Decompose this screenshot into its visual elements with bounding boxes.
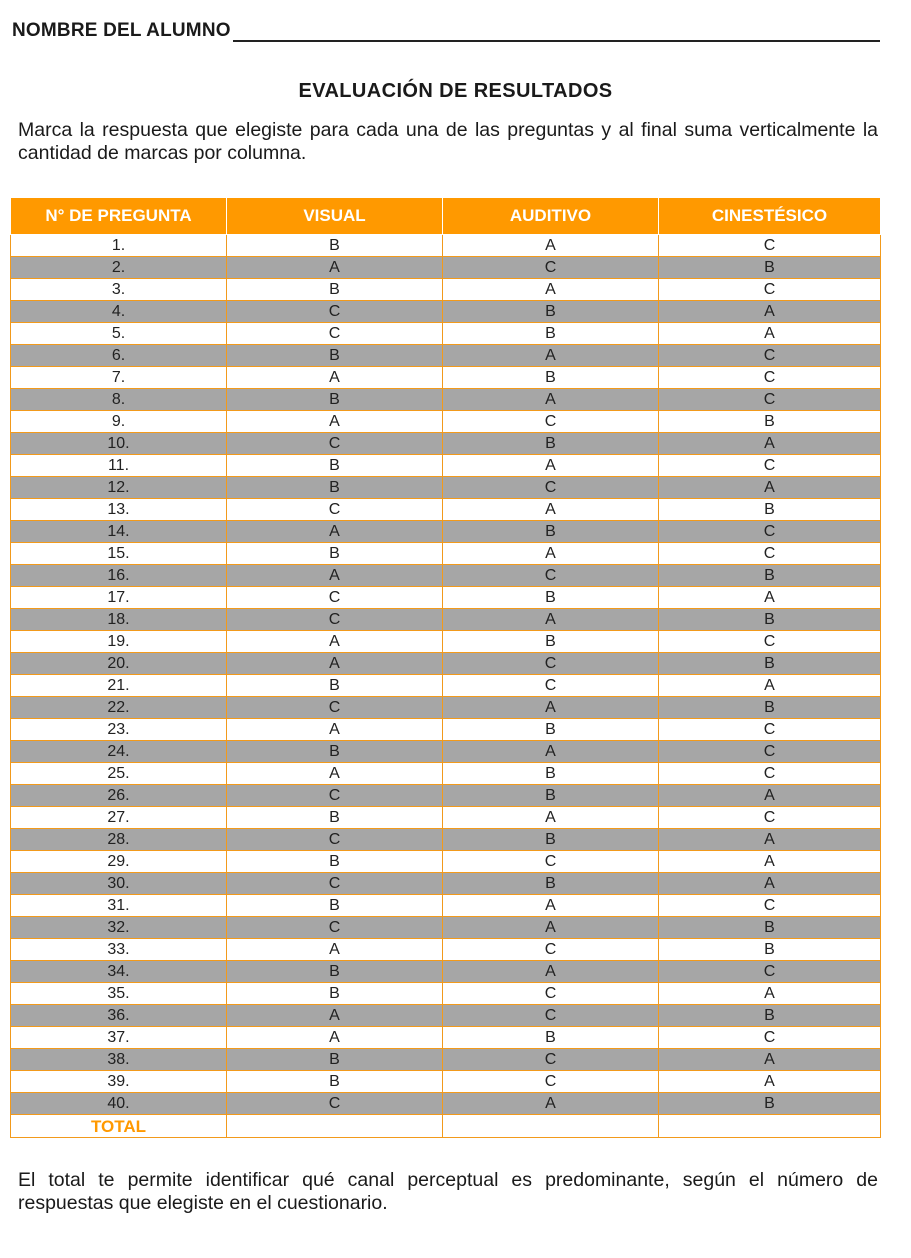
visual-cell[interactable]: B bbox=[227, 983, 443, 1005]
visual-cell[interactable]: A bbox=[227, 521, 443, 543]
cinestesico-cell[interactable]: B bbox=[659, 697, 881, 719]
instructions-text: Marca la respuesta que elegiste para cada una de las preguntas y al final suma verticalmente la cantidad de marcas por columna. bbox=[18, 119, 878, 164]
question-number-cell: 16. bbox=[11, 565, 227, 587]
table-row bbox=[11, 257, 881, 279]
question-number-cell: 10. bbox=[11, 433, 227, 455]
auditivo-cell[interactable]: A bbox=[443, 917, 659, 939]
cinestesico-cell[interactable]: B bbox=[659, 917, 881, 939]
table-row bbox=[11, 785, 881, 807]
question-number-cell: 7. bbox=[11, 367, 227, 389]
header-visual: VISUAL bbox=[227, 198, 443, 235]
cinestesico-cell[interactable]: B bbox=[659, 939, 881, 961]
cinestesico-cell[interactable]: C bbox=[659, 719, 881, 741]
table-row bbox=[11, 411, 881, 433]
auditivo-cell[interactable]: B bbox=[443, 323, 659, 345]
table-row bbox=[11, 477, 881, 499]
visual-cell[interactable]: B bbox=[227, 235, 443, 257]
question-number-cell: 4. bbox=[11, 301, 227, 323]
question-number-cell: 11. bbox=[11, 455, 227, 477]
visual-cell[interactable]: A bbox=[227, 257, 443, 279]
question-number-cell: 19. bbox=[11, 631, 227, 653]
question-number-cell: 8. bbox=[11, 389, 227, 411]
cinestesico-cell[interactable]: C bbox=[659, 631, 881, 653]
cinestesico-cell[interactable]: C bbox=[659, 345, 881, 367]
visual-cell[interactable]: C bbox=[227, 323, 443, 345]
header-auditivo: AUDITIVO bbox=[443, 198, 659, 235]
visual-cell[interactable]: C bbox=[227, 587, 443, 609]
question-number-cell: 29. bbox=[11, 851, 227, 873]
table-header-row bbox=[11, 198, 881, 235]
question-number-cell: 20. bbox=[11, 653, 227, 675]
visual-cell[interactable]: A bbox=[227, 763, 443, 785]
auditivo-cell[interactable]: B bbox=[443, 521, 659, 543]
visual-cell[interactable]: B bbox=[227, 279, 443, 301]
question-number-cell: 40. bbox=[11, 1093, 227, 1115]
cinestesico-cell[interactable]: A bbox=[659, 1071, 881, 1093]
table-row bbox=[11, 279, 881, 301]
question-number-cell: 2. bbox=[11, 257, 227, 279]
auditivo-cell[interactable]: C bbox=[443, 411, 659, 433]
auditivo-cell[interactable]: A bbox=[443, 807, 659, 829]
auditivo-cell[interactable]: C bbox=[443, 851, 659, 873]
cinestesico-cell[interactable]: C bbox=[659, 763, 881, 785]
auditivo-cell[interactable]: A bbox=[443, 235, 659, 257]
table-row bbox=[11, 741, 881, 763]
table-row bbox=[11, 1005, 881, 1027]
table-row bbox=[11, 543, 881, 565]
cinestesico-cell[interactable]: A bbox=[659, 829, 881, 851]
cinestesico-cell[interactable]: C bbox=[659, 1027, 881, 1049]
question-number-cell: 5. bbox=[11, 323, 227, 345]
auditivo-cell[interactable]: A bbox=[443, 697, 659, 719]
cinestesico-cell[interactable]: C bbox=[659, 521, 881, 543]
total-row bbox=[11, 1115, 881, 1138]
question-number-cell: 34. bbox=[11, 961, 227, 983]
cinestesico-cell[interactable]: A bbox=[659, 433, 881, 455]
table-row bbox=[11, 587, 881, 609]
question-number-cell: 23. bbox=[11, 719, 227, 741]
table-row bbox=[11, 763, 881, 785]
visual-cell[interactable]: B bbox=[227, 543, 443, 565]
visual-cell[interactable]: B bbox=[227, 455, 443, 477]
cinestesico-cell[interactable]: B bbox=[659, 1093, 881, 1115]
question-number-cell: 25. bbox=[11, 763, 227, 785]
cinestesico-cell[interactable]: A bbox=[659, 1049, 881, 1071]
cinestesico-cell[interactable]: C bbox=[659, 807, 881, 829]
auditivo-cell[interactable]: C bbox=[443, 1005, 659, 1027]
visual-cell[interactable]: B bbox=[227, 807, 443, 829]
question-number-cell: 13. bbox=[11, 499, 227, 521]
question-number-cell: 14. bbox=[11, 521, 227, 543]
cinestesico-cell[interactable]: A bbox=[659, 301, 881, 323]
table-row bbox=[11, 807, 881, 829]
cinestesico-cell[interactable]: B bbox=[659, 609, 881, 631]
cinestesico-cell[interactable]: A bbox=[659, 983, 881, 1005]
visual-cell[interactable]: B bbox=[227, 1071, 443, 1093]
student-name-field[interactable] bbox=[233, 24, 880, 42]
question-number-cell: 18. bbox=[11, 609, 227, 631]
visual-cell[interactable]: B bbox=[227, 961, 443, 983]
question-number-cell: 17. bbox=[11, 587, 227, 609]
auditivo-cell[interactable]: B bbox=[443, 785, 659, 807]
question-number-cell: 9. bbox=[11, 411, 227, 433]
auditivo-cell[interactable]: B bbox=[443, 433, 659, 455]
cinestesico-cell[interactable]: B bbox=[659, 1005, 881, 1027]
question-number-cell: 12. bbox=[11, 477, 227, 499]
auditivo-cell[interactable]: C bbox=[443, 1049, 659, 1071]
question-number-cell: 36. bbox=[11, 1005, 227, 1027]
total-auditivo-cell[interactable] bbox=[443, 1115, 659, 1138]
table-row bbox=[11, 389, 881, 411]
cinestesico-cell[interactable]: A bbox=[659, 873, 881, 895]
auditivo-cell[interactable]: A bbox=[443, 1093, 659, 1115]
table-row bbox=[11, 983, 881, 1005]
visual-cell[interactable]: B bbox=[227, 895, 443, 917]
table-row bbox=[11, 345, 881, 367]
visual-cell[interactable]: C bbox=[227, 609, 443, 631]
header-cinestesico: CINESTÉSICO bbox=[659, 198, 881, 235]
cinestesico-cell[interactable]: B bbox=[659, 499, 881, 521]
table-row bbox=[11, 917, 881, 939]
header-question-number: N° DE PREGUNTA bbox=[11, 198, 227, 235]
auditivo-cell[interactable]: A bbox=[443, 741, 659, 763]
cinestesico-cell[interactable]: A bbox=[659, 323, 881, 345]
cinestesico-cell[interactable]: A bbox=[659, 785, 881, 807]
cinestesico-cell[interactable]: C bbox=[659, 543, 881, 565]
table-row bbox=[11, 939, 881, 961]
question-number-cell: 33. bbox=[11, 939, 227, 961]
table-row bbox=[11, 455, 881, 477]
auditivo-cell[interactable]: A bbox=[443, 279, 659, 301]
total-label: TOTAL bbox=[11, 1115, 227, 1138]
question-number-cell: 30. bbox=[11, 873, 227, 895]
cinestesico-cell[interactable]: C bbox=[659, 389, 881, 411]
question-number-cell: 38. bbox=[11, 1049, 227, 1071]
question-number-cell: 6. bbox=[11, 345, 227, 367]
table-row bbox=[11, 609, 881, 631]
total-visual-cell[interactable] bbox=[227, 1115, 443, 1138]
cinestesico-cell[interactable]: A bbox=[659, 477, 881, 499]
question-number-cell: 39. bbox=[11, 1071, 227, 1093]
auditivo-cell[interactable]: B bbox=[443, 763, 659, 785]
question-number-cell: 24. bbox=[11, 741, 227, 763]
question-number-cell: 3. bbox=[11, 279, 227, 301]
auditivo-cell[interactable]: C bbox=[443, 653, 659, 675]
auditivo-cell[interactable]: C bbox=[443, 983, 659, 1005]
question-number-cell: 26. bbox=[11, 785, 227, 807]
table-row bbox=[11, 631, 881, 653]
visual-cell[interactable]: B bbox=[227, 741, 443, 763]
visual-cell[interactable]: A bbox=[227, 719, 443, 741]
visual-cell[interactable]: A bbox=[227, 1027, 443, 1049]
cinestesico-cell[interactable]: C bbox=[659, 741, 881, 763]
visual-cell[interactable]: C bbox=[227, 301, 443, 323]
question-number-cell: 15. bbox=[11, 543, 227, 565]
table-row bbox=[11, 1049, 881, 1071]
question-number-cell: 21. bbox=[11, 675, 227, 697]
cinestesico-cell[interactable]: C bbox=[659, 455, 881, 477]
table-row bbox=[11, 829, 881, 851]
visual-cell[interactable]: B bbox=[227, 851, 443, 873]
visual-cell[interactable]: B bbox=[227, 345, 443, 367]
cinestesico-cell[interactable]: A bbox=[659, 675, 881, 697]
auditivo-cell[interactable]: A bbox=[443, 499, 659, 521]
visual-cell[interactable]: A bbox=[227, 367, 443, 389]
auditivo-cell[interactable]: B bbox=[443, 1027, 659, 1049]
auditivo-cell[interactable]: A bbox=[443, 543, 659, 565]
question-number-cell: 32. bbox=[11, 917, 227, 939]
visual-cell[interactable]: C bbox=[227, 873, 443, 895]
question-number-cell: 35. bbox=[11, 983, 227, 1005]
auditivo-cell[interactable]: A bbox=[443, 609, 659, 631]
table-row bbox=[11, 499, 881, 521]
table-row bbox=[11, 895, 881, 917]
visual-cell[interactable]: B bbox=[227, 389, 443, 411]
visual-cell[interactable]: A bbox=[227, 653, 443, 675]
table-row bbox=[11, 235, 881, 257]
question-number-cell: 37. bbox=[11, 1027, 227, 1049]
visual-cell[interactable]: A bbox=[227, 411, 443, 433]
auditivo-cell[interactable]: B bbox=[443, 873, 659, 895]
table-row bbox=[11, 521, 881, 543]
auditivo-cell[interactable]: B bbox=[443, 719, 659, 741]
auditivo-cell[interactable]: C bbox=[443, 477, 659, 499]
auditivo-cell[interactable]: C bbox=[443, 939, 659, 961]
cinestesico-cell[interactable]: B bbox=[659, 653, 881, 675]
student-name-line bbox=[12, 20, 880, 42]
visual-cell[interactable]: B bbox=[227, 477, 443, 499]
cinestesico-cell[interactable]: C bbox=[659, 961, 881, 983]
question-number-cell: 31. bbox=[11, 895, 227, 917]
results-table bbox=[10, 197, 881, 1138]
footer-text: El total te permite identificar qué canal perceptual es predominante, según el número de respuestas que elegiste en el cuestionario. bbox=[18, 1169, 878, 1214]
page-title: EVALUACIÓN DE RESULTADOS bbox=[298, 80, 613, 102]
visual-cell[interactable]: B bbox=[227, 675, 443, 697]
auditivo-cell[interactable]: B bbox=[443, 301, 659, 323]
visual-cell[interactable]: C bbox=[227, 499, 443, 521]
visual-cell[interactable]: C bbox=[227, 785, 443, 807]
auditivo-cell[interactable]: B bbox=[443, 829, 659, 851]
table-row bbox=[11, 675, 881, 697]
table-row bbox=[11, 323, 881, 345]
auditivo-cell[interactable]: A bbox=[443, 455, 659, 477]
visual-cell[interactable]: C bbox=[227, 433, 443, 455]
cinestesico-cell[interactable]: C bbox=[659, 895, 881, 917]
table-row bbox=[11, 565, 881, 587]
visual-cell[interactable]: A bbox=[227, 631, 443, 653]
visual-cell[interactable]: A bbox=[227, 565, 443, 587]
question-number-cell: 1. bbox=[11, 235, 227, 257]
cinestesico-cell[interactable]: B bbox=[659, 257, 881, 279]
table-row bbox=[11, 653, 881, 675]
auditivo-cell[interactable]: A bbox=[443, 961, 659, 983]
table-row bbox=[11, 301, 881, 323]
auditivo-cell[interactable]: A bbox=[443, 895, 659, 917]
table-row bbox=[11, 1093, 881, 1115]
auditivo-cell[interactable]: C bbox=[443, 1071, 659, 1093]
question-number-cell: 28. bbox=[11, 829, 227, 851]
table-row bbox=[11, 719, 881, 741]
total-cinestesico-cell[interactable] bbox=[659, 1115, 881, 1138]
cinestesico-cell[interactable]: C bbox=[659, 367, 881, 389]
auditivo-cell[interactable]: C bbox=[443, 257, 659, 279]
table-body bbox=[11, 235, 881, 1138]
auditivo-cell[interactable]: B bbox=[443, 367, 659, 389]
table-row bbox=[11, 961, 881, 983]
student-name-label: NOMBRE DEL ALUMNO bbox=[12, 20, 231, 41]
visual-cell[interactable]: B bbox=[227, 1049, 443, 1071]
table-row bbox=[11, 433, 881, 455]
visual-cell[interactable]: A bbox=[227, 1005, 443, 1027]
table-row bbox=[11, 1027, 881, 1049]
auditivo-cell[interactable]: A bbox=[443, 389, 659, 411]
table-row bbox=[11, 1071, 881, 1093]
table-row bbox=[11, 367, 881, 389]
auditivo-cell[interactable]: C bbox=[443, 565, 659, 587]
visual-cell[interactable]: C bbox=[227, 697, 443, 719]
table-row bbox=[11, 873, 881, 895]
question-number-cell: 22. bbox=[11, 697, 227, 719]
visual-cell[interactable]: C bbox=[227, 829, 443, 851]
visual-cell[interactable]: A bbox=[227, 939, 443, 961]
cinestesico-cell[interactable]: A bbox=[659, 851, 881, 873]
auditivo-cell[interactable]: C bbox=[443, 675, 659, 697]
auditivo-cell[interactable]: A bbox=[443, 345, 659, 367]
visual-cell[interactable]: C bbox=[227, 1093, 443, 1115]
question-number-cell: 27. bbox=[11, 807, 227, 829]
cinestesico-cell[interactable]: A bbox=[659, 587, 881, 609]
cinestesico-cell[interactable]: B bbox=[659, 411, 881, 433]
auditivo-cell[interactable]: B bbox=[443, 587, 659, 609]
table-row bbox=[11, 697, 881, 719]
visual-cell[interactable]: C bbox=[227, 917, 443, 939]
cinestesico-cell[interactable]: C bbox=[659, 235, 881, 257]
cinestesico-cell[interactable]: B bbox=[659, 565, 881, 587]
auditivo-cell[interactable]: B bbox=[443, 631, 659, 653]
cinestesico-cell[interactable]: C bbox=[659, 279, 881, 301]
table-row bbox=[11, 851, 881, 873]
